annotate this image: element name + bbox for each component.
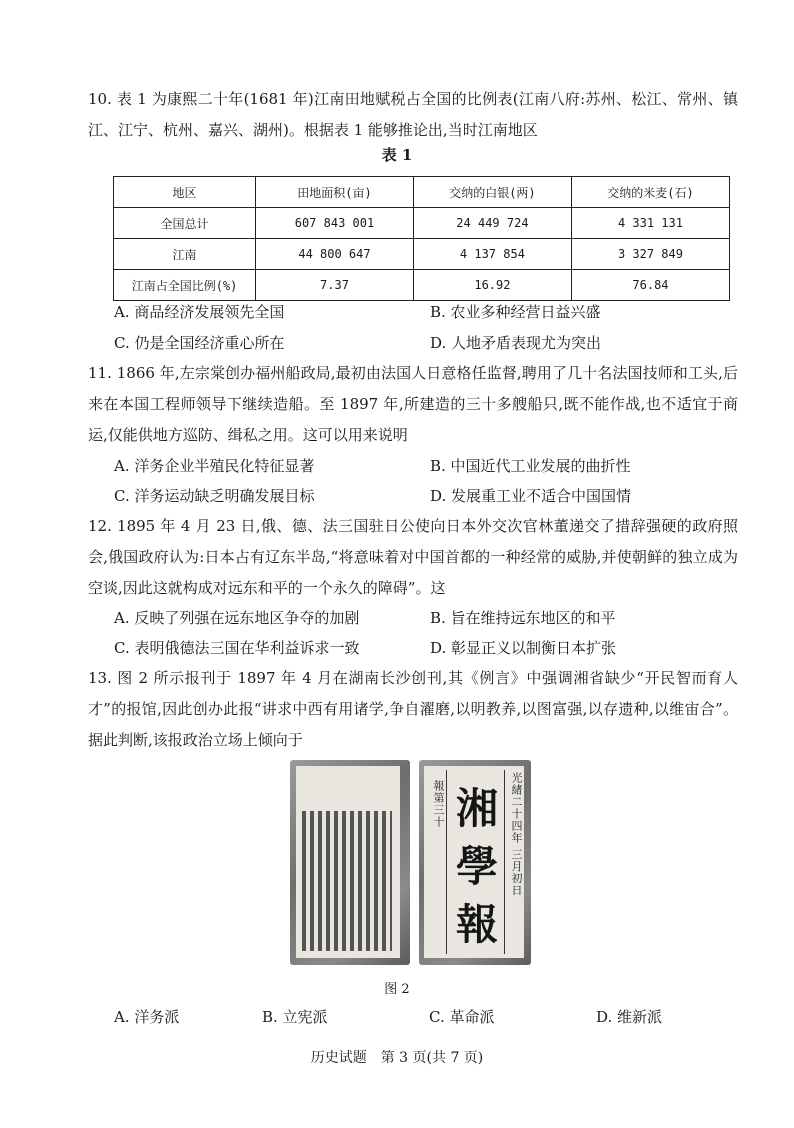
option-c[interactable]: C. 洋务运动缺乏明确发展目标 [114, 487, 315, 505]
table-cell: 3 327 849 [571, 239, 729, 270]
figure-2-caption: 图 2 [384, 982, 410, 997]
table-cell: 24 449 724 [413, 208, 571, 239]
question-11-options-row-2 [114, 481, 734, 511]
date-label: 光緒二十四年 三月初日 [510, 772, 523, 897]
question-10-stem: 10. 表 1 为康熙二十年(1681 年)江南田地赋税占全国的比例表(江南八府:苏州、松江、常州、镇江、江宁、杭州、嘉兴、湖州)。根据表 1 能够推论出,当时江南地区 [88, 90, 738, 139]
option-a[interactable]: A. 反映了列强在远东地区争夺的加剧 [114, 609, 360, 627]
table-cell: 江南 [114, 239, 256, 270]
table-header-cell: 交纳的白银(两) [413, 177, 571, 208]
table-header-cell: 田地面积(亩) [256, 177, 414, 208]
option-b[interactable]: B. 中国近代工业发展的曲折性 [430, 457, 631, 475]
table-cell: 江南占全国比例(%) [114, 270, 256, 301]
table-cell: 4 331 131 [571, 208, 729, 239]
question-11-options-row-1 [114, 451, 734, 481]
question-13-options [114, 1006, 734, 1030]
figure-2-photos [290, 760, 530, 965]
newspaper-cover-image [419, 760, 531, 965]
masthead-char: 報 [455, 900, 498, 949]
table-row [114, 270, 730, 301]
page-footer: 历史试题 第 3 页(共 7 页) [310, 1050, 484, 1066]
newspaper-inner-page-image [290, 760, 410, 965]
masthead-char: 湘 [455, 784, 498, 833]
table-cell: 44 800 647 [256, 239, 414, 270]
table-cell: 607 843 001 [256, 208, 414, 239]
option-d[interactable]: D. 彰显正义以制衡日本扩张 [430, 639, 617, 657]
option-b[interactable]: B. 农业多种经营日益兴盛 [430, 303, 601, 321]
option-a[interactable]: A. 商品经济发展领先全国 [114, 303, 285, 321]
question-12-options-row-2 [114, 633, 734, 663]
option-b[interactable]: B. 立宪派 [262, 1008, 328, 1026]
question-12-options-row-1 [114, 603, 734, 633]
table-cell: 全国总计 [114, 208, 256, 239]
option-c[interactable]: C. 仍是全国经济重心所在 [114, 334, 285, 352]
question-10-options-row-2 [114, 328, 734, 358]
table-1-title: 表 1 [381, 146, 413, 164]
table-cell: 76.84 [571, 270, 729, 301]
printed-text-columns [302, 811, 392, 951]
table-header-row [114, 177, 730, 208]
option-b[interactable]: B. 旨在维持远东地区的和平 [430, 609, 616, 627]
option-c[interactable]: C. 革命派 [429, 1008, 495, 1026]
table-cell: 16.92 [413, 270, 571, 301]
table-cell: 7.37 [256, 270, 414, 301]
table-cell: 4 137 854 [413, 239, 571, 270]
table-row [114, 239, 730, 270]
table-1 [113, 176, 730, 301]
option-a[interactable]: A. 洋务企业半殖民化特征显著 [114, 457, 315, 475]
table-row [114, 208, 730, 239]
option-c[interactable]: C. 表明俄德法三国在华利益诉求一致 [114, 639, 360, 657]
masthead-char: 學 [455, 842, 498, 891]
table-header-cell: 交纳的米麦(石) [571, 177, 729, 208]
question-12-stem: 12. 1895 年 4 月 23 日,俄、德、法三国驻日公使向日本外交次官林董递交了措辞强硬的政府照会,俄国政府认为:日本占有辽东半岛,“将意味着对中国首都的一种经常的威胁,并使朝鲜的独立成为空谈,因此这就构成对远东和平的一个永久的障碍”。这 [88, 517, 738, 597]
question-11-stem: 11. 1866 年,左宗棠创办福州船政局,最初由法国人日意格任监督,聘用了几十名法国技师和工头,后来在本国工程师领导下继续造船。至 1897 年,所建造的三十多艘船只,既不能作战,也不适宜于商运,仅能供地方巡防、缉私之用。这可以用来说明 [88, 364, 738, 444]
issue-number-label: 報第三十 [432, 780, 445, 828]
option-d[interactable]: D. 维新派 [596, 1008, 663, 1026]
option-d[interactable]: D. 人地矛盾表现尤为突出 [430, 334, 602, 352]
table-header-cell: 地区 [114, 177, 256, 208]
option-a[interactable]: A. 洋务派 [114, 1008, 180, 1026]
option-d[interactable]: D. 发展重工业不适合中国国情 [430, 487, 632, 505]
question-13-stem: 13. 图 2 所示报刊于 1897 年 4 月在湖南长沙创刊,其《例言》中强调湘省缺少“开民智而育人才”的报馆,因此创办此报“讲求中西有用诸学,争自濯磨,以明教养,以图富强,以存遗种,以维宙合”。据此判断,该报政治立场上倾向于 [88, 669, 738, 749]
question-10-options-row-1 [114, 297, 734, 327]
